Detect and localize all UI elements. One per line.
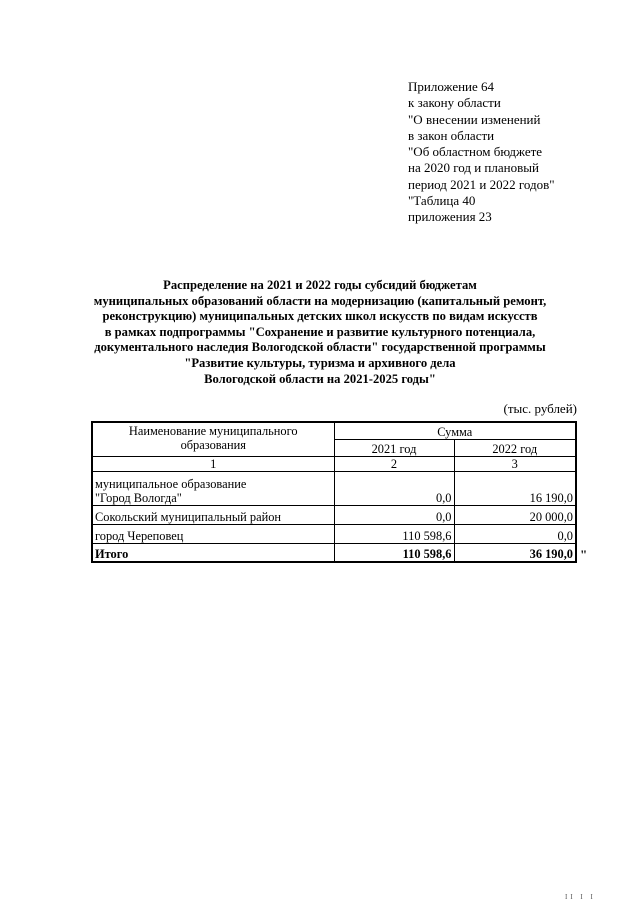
annex-line: период 2021 и 2022 годов" bbox=[408, 176, 555, 192]
title-line: Вологодской области на 2021-2025 годы" bbox=[204, 371, 436, 386]
header-2021: 2021 год bbox=[334, 439, 454, 456]
column-number-1: 1 bbox=[92, 456, 334, 471]
total-value-2021: 110 598,6 bbox=[334, 543, 454, 562]
column-number-2: 2 bbox=[334, 456, 454, 471]
subsidy-table bbox=[91, 421, 577, 563]
annex-line: "О внесении изменений bbox=[408, 111, 541, 127]
row-name: город Череповец bbox=[92, 524, 334, 543]
title-line: муниципальных образований области на модернизацию (капитальный ремонт, bbox=[93, 293, 547, 308]
annex-line: к закону области bbox=[408, 95, 501, 111]
total-row bbox=[92, 543, 576, 562]
total-value-2022: 36 190,0 bbox=[454, 543, 576, 562]
annex-block bbox=[408, 79, 555, 226]
table-row bbox=[92, 524, 576, 543]
row-value-2022: 0,0 bbox=[454, 524, 576, 543]
row-name bbox=[92, 471, 334, 505]
document-title bbox=[60, 278, 580, 387]
annex-line: на 2020 год и плановый bbox=[408, 160, 539, 176]
column-number-3: 3 bbox=[454, 456, 576, 471]
footer-mark: II I I bbox=[565, 893, 596, 901]
row-value-2021: 110 598,6 bbox=[334, 524, 454, 543]
units-label: (тыс. рублей) bbox=[503, 401, 577, 416]
row-name-line: "Город Вологда" bbox=[95, 490, 182, 505]
row-name-line: муниципальное образование bbox=[95, 476, 247, 491]
annex-line: "Таблица 40 bbox=[408, 193, 476, 209]
row-value-2021: 0,0 bbox=[334, 471, 454, 505]
title-line: в рамках подпрограммы "Сохранение и развитие культурного потенциала, bbox=[104, 324, 536, 339]
annex-line: в закон области bbox=[408, 127, 495, 143]
annex-line: "Об областном бюджете bbox=[408, 144, 543, 160]
annex-line: приложения 23 bbox=[408, 209, 492, 225]
row-value-2022: 20 000,0 bbox=[454, 505, 576, 524]
row-name: Сокольский муниципальный район bbox=[92, 505, 334, 524]
header-municipality: Наименование муниципального образования bbox=[92, 422, 334, 456]
title-line: "Развитие культуры, туризма и архивного дела bbox=[184, 355, 456, 370]
total-label: Итого bbox=[92, 543, 334, 562]
header-sum: Сумма bbox=[334, 422, 576, 439]
title-line: документального наследия Вологодской области" государственной программы bbox=[94, 340, 546, 355]
table-row bbox=[92, 471, 576, 505]
row-value-2022: 16 190,0 bbox=[454, 471, 576, 505]
annex-line: Приложение 64 bbox=[408, 79, 495, 94]
header-2022: 2022 год bbox=[454, 439, 576, 456]
title-line: реконструкцию) муниципальных детских школ искусств по видам искусств bbox=[102, 309, 538, 324]
title-line: Распределение на 2021 и 2022 годы субсидий бюджетам bbox=[163, 278, 477, 292]
closing-quote: " bbox=[580, 547, 588, 562]
table-row bbox=[92, 505, 576, 524]
row-value-2021: 0,0 bbox=[334, 505, 454, 524]
